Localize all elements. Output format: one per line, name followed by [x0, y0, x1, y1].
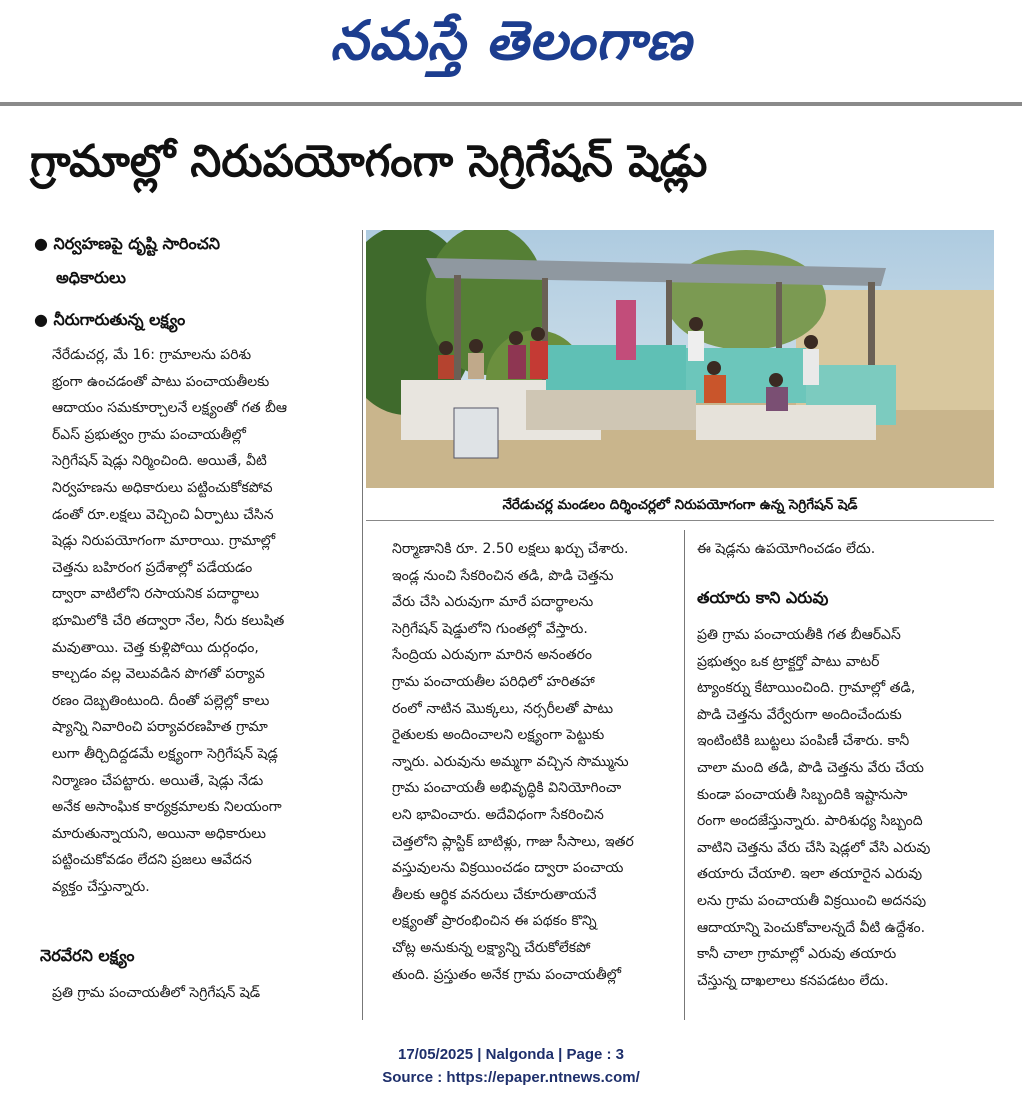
text-line: తీలకు ఆర్థిక వనరులు చేకూరుతాయనే: [392, 886, 597, 903]
text-line: నిర్మాణం చేపట్టారు. అయితే, షెడ్లు నేడు: [52, 772, 264, 789]
text-line: కానీ చాలా గ్రామాల్లో ఎరువు తయారు: [697, 946, 897, 963]
highlight-bullet-1-cont: అధికారులు: [56, 268, 126, 287]
highlight-bullet-1: ● నిర్వహణపై దృష్టి సారించని: [34, 234, 221, 253]
article-headline: గ్రామాల్లో నిరుపయోగంగా సెగ్రిగేషన్ షెడ్లు: [30, 136, 708, 187]
column-1-continuation: ప్రతి గ్రామ పంచాయతీలో సెగ్రిగేషన్ షెడ్: [52, 985, 261, 1001]
text-line: లను గ్రామ పంచాయతీ విక్రయించి అదనపు: [697, 892, 927, 909]
article-photo: [366, 230, 994, 488]
text-line: రైతులకు అందించాలని లక్ష్యంగా పెట్టుకు: [392, 727, 605, 744]
text-line: ట్యాంకర్ను కేటాయించింది. గ్రామాల్లో తడి,: [697, 680, 916, 697]
article-column-2: [392, 536, 667, 988]
text-line: మారుతున్నాయని, అయినా అధికారులు: [52, 825, 266, 842]
text-line: వస్తువులను విక్రయించడం ద్వారా పంచాయ: [392, 860, 624, 877]
text-line: లుగా తీర్చిదిద్దడమే లక్ష్యంగా సెగ్రిగేషన్ షెడ్ల: [52, 745, 278, 762]
text-line: గ్రామ పంచాయతీ అభివృద్ధికి వినియోగించా: [392, 780, 622, 797]
text-line: భూమిలోకి చేరి తద్వారా నేల, నీరు కలుషిత: [52, 612, 285, 629]
text-line: రంలో నాటిన మొక్కలు, నర్సరీలతో పాటు: [392, 700, 614, 717]
text-line: తయారు చేయాలి. ఇలా తయారైన ఎరువు: [697, 866, 923, 883]
text-line: కాల్చడం వల్ల వెలువడిన పొగతో పర్యావ: [52, 666, 265, 683]
footer-source-link: Source : https://epaper.ntnews.com/: [382, 1069, 640, 1086]
text-line: పొడి చెత్తను వేర్వేరుగా అందించేందుకు: [697, 706, 902, 723]
text-line: లక్ష్యంతో ప్రారంభించిన ఈ పథకం కొన్ని: [392, 913, 597, 930]
text-line: లని భావించారు. అదేవిధంగా సేకరించిన: [392, 806, 604, 823]
subheading-fertilizer-not-made: తయారు కాని ఎరువు: [697, 588, 829, 607]
text-line: రణం దెబ్బతింటుంది. దీంతో పల్లెల్లో కాలు: [52, 692, 270, 709]
text-line: ర్ఎస్ ప్రభుత్వం గ్రామ పంచాయతీల్లో: [52, 426, 246, 443]
text-line: షెడ్లు నిరుపయోగంగా మారాయి. గ్రామాల్లో: [52, 533, 276, 550]
column-divider-1: [362, 230, 363, 1020]
masthead: [0, 0, 1022, 100]
text-line: చెత్తలోని ప్లాస్టిక్ బాటిళ్లు, గాజు సీసాలు, ఇతర: [392, 833, 634, 850]
text-line: గ్రామ పంచాయతీల పరిధిలో హరితహా: [392, 673, 595, 690]
text-line: ప్రతి గ్రామ పంచాయతీకి గత బీఆర్ఎస్: [697, 627, 901, 643]
text-line: ద్వారా వాటిలోని రసాయనిక పదార్థాలు: [52, 586, 260, 603]
text-line: చేస్తున్న దాఖలాలు కనపడటం లేదు.: [697, 972, 889, 989]
subheading-unfulfilled-goal: నెరవేరని లక్ష్యం: [40, 946, 135, 965]
text-line: తుంది. ప్రస్తుతం అనేక గ్రామ పంచాయతీల్లో: [392, 966, 622, 983]
text-line: భ్రంగా ఉంచడంతో పాటు పంచాయతీలకు: [52, 373, 270, 390]
photo-caption: నేరేడుచర్ల మండలం దిర్శించర్లలో నిరుపయోగంగా ఉన్న సెగ్రిగేషన్ షెడ్: [366, 492, 994, 521]
text-line: న్నారు. ఎరువును అమ్మగా వచ్చిన సొమ్మును: [392, 753, 629, 770]
text-line: చోట్ల అనుకున్న లక్ష్యాన్ని చేరుకోలేకపో: [392, 939, 591, 956]
text-line: నిర్వహణను అధికారులు పట్టించుకోకపోవ: [52, 479, 273, 496]
text-line: చెత్తను బహిరంగ ప్రదేశాల్లో పడేయడం: [52, 559, 253, 576]
text-line: అనేక అసాంఘిక కార్యక్రమాలకు నిలయంగా: [52, 799, 282, 816]
column-divider-2: [684, 530, 685, 1020]
text-line: ఇంటింటికి బుట్టలు పంపిణీ చేశారు. కానీ: [697, 733, 910, 750]
article-column-1: [52, 342, 337, 900]
text-line: నేరేడుచర్ల, మే 16: గ్రామాలను పరిశు: [52, 347, 252, 363]
text-line: ఆదాయం సమకూర్చాలనే లక్ష్యంతో గత బీఆ: [52, 400, 288, 417]
text-line: వ్యక్తం చేస్తున్నారు.: [52, 878, 150, 895]
text-line: వేరు చేసి ఎరువుగా మారే పదార్థాలను: [392, 594, 594, 611]
newspaper-logo: నమస్తే తెలంగాణ: [330, 9, 692, 72]
text-line: మవుతాయి. చెత్త కుళ్లిపోయి దుర్గంధం,: [52, 639, 259, 656]
text-line: నిర్మాణానికి రూ. 2.50 లక్షలు ఖర్చు చేశారు.: [392, 541, 629, 557]
text-line: ష్యాన్ని నివారించి పర్యావరణహిత గ్రామా: [52, 719, 268, 736]
text-line: డంతో రూ.లక్షలు వెచ్చించి ఏర్పాటు చేసిన: [52, 506, 274, 523]
text-line: సేంద్రియ ఎరువుగా మారిన అనంతరం: [392, 647, 592, 664]
text-line: పట్టించుకోవడం లేదని ప్రజలు ఆవేదన: [52, 852, 252, 869]
text-line: సెగ్రిగేషన్ షెడ్లు నిర్మించింది. అయితే, వీటి: [52, 453, 267, 470]
text-line: ఇండ్ల నుంచి సేకరించిన తడి, పొడి చెత్తను: [392, 567, 614, 584]
text-line: రంగా అందజేస్తున్నారు. పారిశుధ్య సిబ్బంది: [697, 813, 923, 830]
column-3-opening: ఈ షెడ్లను ఉపయోగించడం లేదు.: [697, 541, 876, 557]
text-line: వాటిని చెత్తను వేరు చేసి షెడ్లలో వేసి ఎరువు: [697, 839, 931, 856]
article-column-3: [697, 622, 972, 994]
text-line: సెగ్రిగేషన్ షెడ్డులోని గుంతల్లో వేస్తారు.: [392, 620, 588, 637]
text-line: ప్రభుత్వం ఒక ట్రాక్టర్తో పాటు వాటర్: [697, 653, 880, 670]
segregation-shed-photo: [366, 230, 994, 488]
highlight-bullet-2: ● నీరుగారుతున్న లక్ష్యం: [34, 310, 186, 329]
text-line: చాలా మంది తడి, పొడి చెత్తను వేరు చేయ: [697, 759, 924, 776]
masthead-divider: [0, 102, 1022, 106]
footer-date-edition: 17/05/2025 | Nalgonda | Page : 3: [398, 1046, 624, 1063]
text-line: ఆదాయాన్ని పెంచుకోవాలన్నదే వీటి ఉద్దేశం.: [697, 919, 926, 936]
text-line: కుండా పంచాయతీ సిబ్బందికి ఇష్టానుసా: [697, 786, 908, 803]
